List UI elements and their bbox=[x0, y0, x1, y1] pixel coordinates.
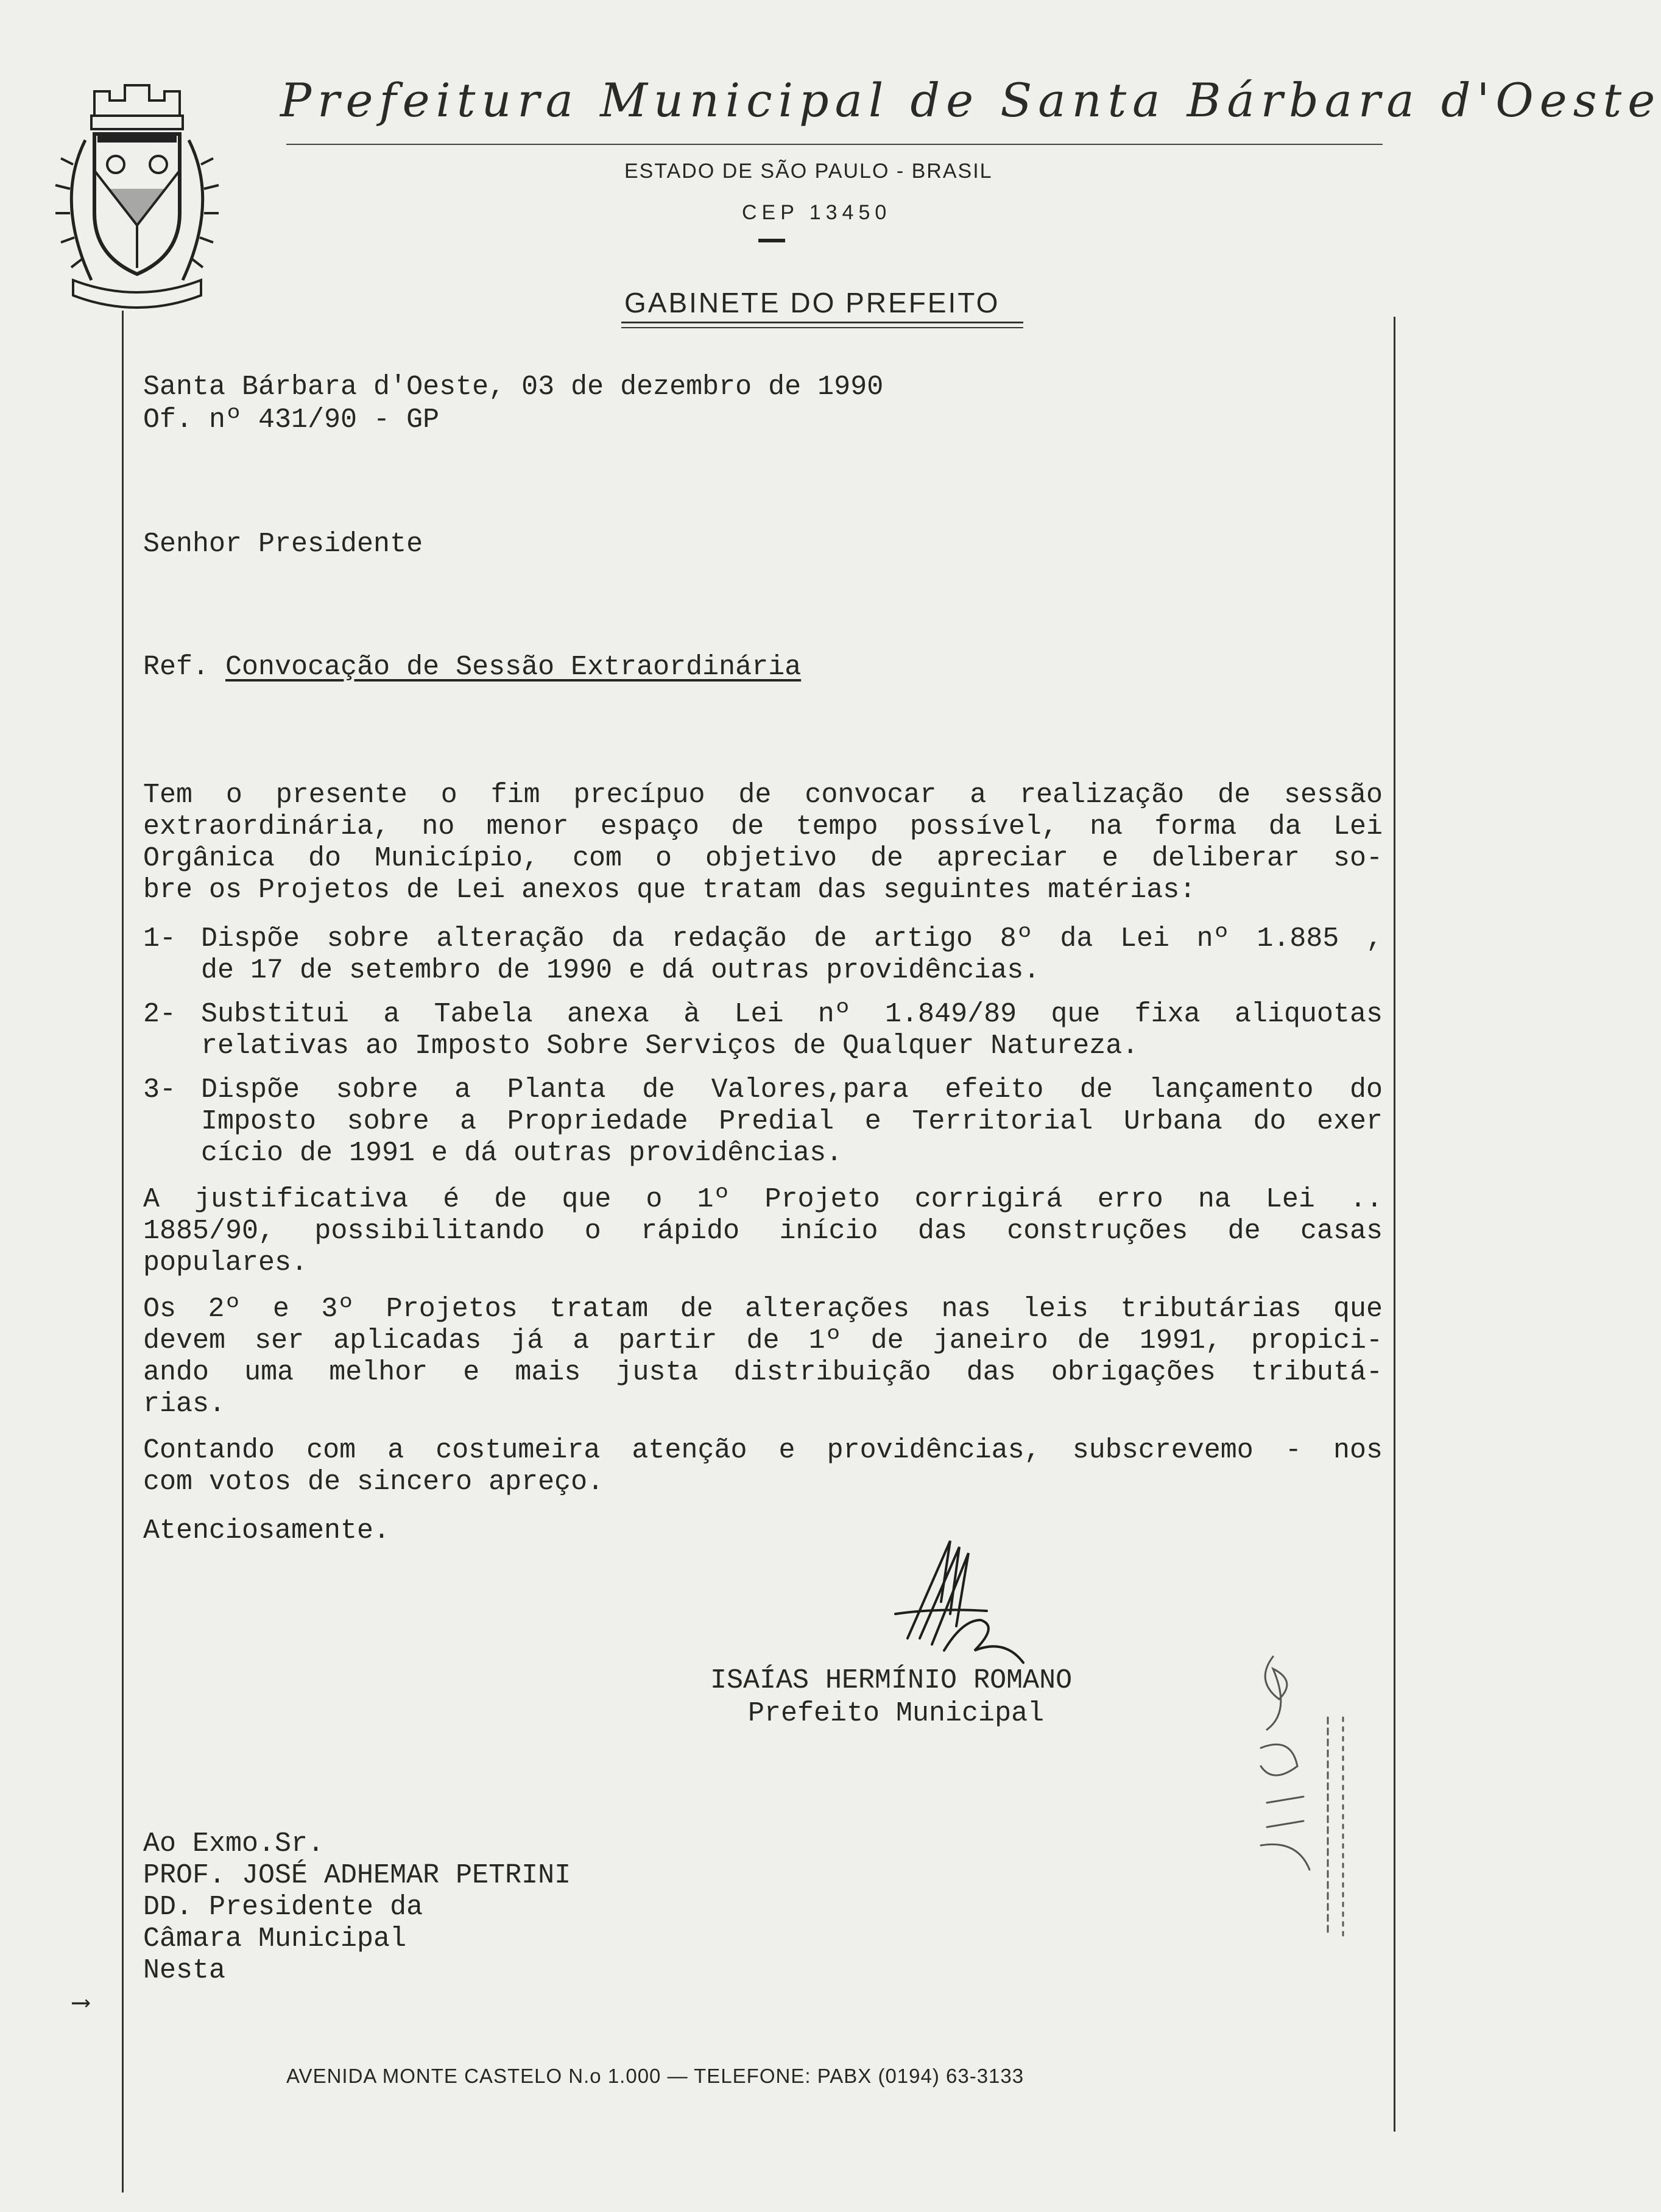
header-rule bbox=[286, 144, 1383, 145]
body-line: A justificativa é de que o 1º Projeto corrigirá erro na Lei .. bbox=[143, 1184, 1383, 1215]
body-line: Tem o presente o fim precípuo de convocar a realização de sessão bbox=[143, 780, 1383, 811]
list-item-number: 1- bbox=[143, 923, 177, 954]
right-margin-rule bbox=[1394, 317, 1395, 2132]
list-item-line: de 17 de setembro de 1990 e dá outras providências. bbox=[201, 955, 1040, 986]
state-line: ESTADO DE SÃO PAULO - BRASIL bbox=[624, 160, 993, 183]
list-item-line: Imposto sobre a Propriedade Predial e Territorial Urbana do exer bbox=[201, 1106, 1383, 1137]
list-item-number: 3- bbox=[143, 1074, 177, 1105]
body-line: Contando com a costumeira atenção e providências, subscrevemo - nos bbox=[143, 1435, 1383, 1466]
addressee-line: Câmara Municipal bbox=[143, 1923, 407, 1954]
reference-prefix: Ref. bbox=[143, 652, 210, 683]
list-item-line: Dispõe sobre a Planta de Valores,para efeito de lançamento do bbox=[201, 1074, 1383, 1105]
addressee-line: Nesta bbox=[143, 1955, 226, 1986]
body-line: extraordinária, no menor espaço de tempo possível, na forma da Lei bbox=[143, 811, 1383, 842]
body-line: devem ser aplicadas já a partir de 1º de janeiro de 1991, propici- bbox=[143, 1325, 1383, 1356]
reference-subject: Convocação de Sessão Extraordinária bbox=[225, 652, 802, 683]
org-name: Prefeitura Municipal de Santa Bárbara d'Oeste bbox=[280, 73, 1661, 127]
footer-address: AVENIDA MONTE CASTELO N.o 1.000 — TELEFONE: PABX (0194) 63-3133 bbox=[286, 2065, 1024, 2087]
cep-dash bbox=[758, 239, 785, 242]
addressee-line: DD. Presidente da bbox=[143, 1892, 423, 1923]
body-line: 1885/90, possibilitando o rápido início das construções de casas bbox=[143, 1216, 1383, 1247]
body-line: Os 2º e 3º Projetos tratam de alterações nas leis tributárias que bbox=[143, 1294, 1383, 1325]
body-line: bre os Projetos de Lei anexos que tratam das seguintes matérias: bbox=[143, 875, 1196, 906]
list-item-line: Dispõe sobre alteração da redação de artigo 8º da Lei nº 1.885 , bbox=[201, 923, 1383, 954]
body-line: com votos de sincero apreço. bbox=[143, 1467, 604, 1498]
list-item-line: cício de 1991 e dá outras providências. bbox=[201, 1138, 843, 1169]
addressee-line: PROF. JOSÉ ADHEMAR PETRINI bbox=[143, 1860, 571, 1891]
ref-number: Of. nº 431/90 - GP bbox=[143, 404, 440, 435]
body-line: ando uma melhor e mais justa distribuição das obrigações tributá- bbox=[143, 1357, 1383, 1388]
received-stamp bbox=[1236, 1644, 1358, 1961]
office-name: GABINETE DO PREFEITO bbox=[624, 287, 1000, 319]
signer-title: Prefeito Municipal bbox=[748, 1698, 1045, 1729]
list-item-line: relativas ao Imposto Sobre Serviços de Qualquer Natureza. bbox=[201, 1030, 1139, 1062]
salutation: Senhor Presidente bbox=[143, 529, 423, 560]
addressee-line: Ao Exmo.Sr. bbox=[143, 1828, 325, 1859]
list-item-line: Substitui a Tabela anexa à Lei nº 1.849/89 que fixa aliquotas bbox=[201, 999, 1383, 1030]
signer-name: ISAÍAS HERMÍNIO ROMANO bbox=[710, 1665, 1073, 1696]
reference-line bbox=[143, 652, 801, 683]
list-item-number: 2- bbox=[143, 999, 177, 1030]
cep-line: CEP 13450 bbox=[742, 201, 892, 224]
office-rule-2 bbox=[621, 327, 1023, 328]
coat-of-arms-icon bbox=[37, 79, 238, 317]
left-margin-rule bbox=[122, 311, 124, 2193]
signature-mark bbox=[883, 1529, 1042, 1681]
arrow-icon: ⟶ bbox=[73, 1989, 89, 2018]
closing: Atenciosamente. bbox=[143, 1515, 390, 1546]
date-line: Santa Bárbara d'Oeste, 03 de dezembro de 1990 bbox=[143, 372, 884, 403]
office-rule-1 bbox=[621, 322, 1023, 323]
body-line: rias. bbox=[143, 1389, 226, 1420]
body-line: populares. bbox=[143, 1247, 308, 1278]
body-line: Orgânica do Município, com o objetivo de apreciar e deliberar so- bbox=[143, 843, 1383, 874]
